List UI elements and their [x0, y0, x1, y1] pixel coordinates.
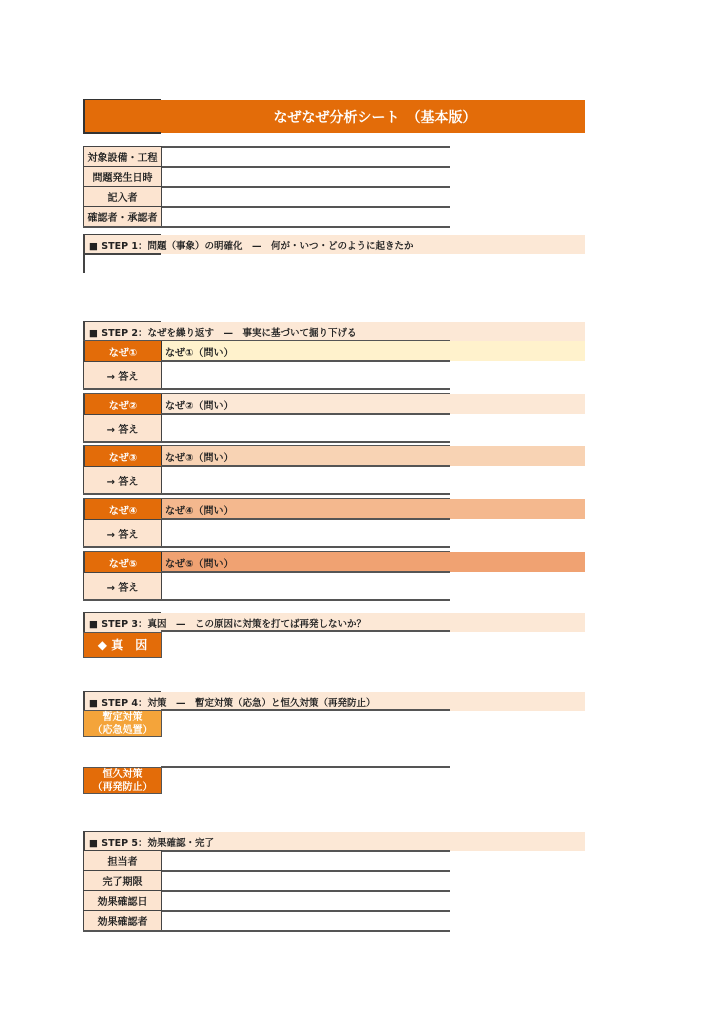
- completion-value-field[interactable]: [162, 872, 450, 890]
- step1-input-area[interactable]: [83, 253, 85, 273]
- why-question-field[interactable]: なぜ①（問い）: [161, 341, 585, 361]
- divider: [83, 388, 450, 390]
- why-question-field[interactable]: なぜ③（問い）: [161, 446, 585, 466]
- answer-field[interactable]: [162, 467, 450, 493]
- step4-header: ■ STEP 4：対策 — 暫定対策（応急）と恒久対策（再発防止）: [83, 692, 585, 711]
- completion-value-field[interactable]: [162, 912, 450, 930]
- divider: [83, 599, 450, 601]
- info-label: 記入者: [83, 186, 162, 207]
- answer-label: → 答え: [83, 519, 162, 547]
- completion-label: 効果確認日: [83, 890, 162, 911]
- why-label: なぜ③: [83, 446, 161, 466]
- answer-label: → 答え: [83, 572, 162, 600]
- answer-field[interactable]: [162, 415, 450, 441]
- divider: [83, 441, 450, 443]
- permanent-measure-label: [83, 767, 162, 794]
- divider: [83, 253, 161, 255]
- divider: [161, 630, 450, 632]
- info-label: 対象設備・工程: [83, 146, 162, 167]
- completion-value-field[interactable]: [162, 852, 450, 870]
- completion-label: 完了期限: [83, 870, 162, 891]
- divider: [161, 766, 450, 768]
- step5-header: ■ STEP 5：効果確認・完了: [83, 832, 585, 851]
- answer-label: → 答え: [83, 414, 162, 442]
- why-label: なぜ⑤: [83, 552, 161, 572]
- temporary-measure-label: [83, 710, 162, 737]
- completion-label: 効果確認者: [83, 910, 162, 931]
- why-label: なぜ②: [83, 394, 161, 414]
- divider: [83, 546, 450, 548]
- why-question-field[interactable]: なぜ⑤（問い）: [161, 552, 585, 572]
- info-value-field[interactable]: [162, 168, 450, 186]
- answer-field[interactable]: [162, 573, 450, 599]
- completion-value-field[interactable]: [162, 892, 450, 910]
- divider: [83, 493, 450, 495]
- info-value-field[interactable]: [162, 208, 450, 226]
- sheet-title: なぜなぜ分析シート （基本版）: [83, 100, 585, 133]
- divider: [161, 709, 450, 711]
- label-line: （応急処置）: [92, 724, 153, 736]
- answer-label: → 答え: [83, 466, 162, 494]
- completion-label: 担当者: [83, 850, 162, 871]
- true-cause-label: ◆ 真 因: [83, 632, 162, 658]
- label-line: 恒久対策: [102, 768, 143, 780]
- why-label: なぜ①: [83, 341, 161, 361]
- step3-header: ■ STEP 3：真因 — この原因に対策を打てば再発しないか？: [83, 613, 585, 632]
- why-question-field[interactable]: なぜ④（問い）: [161, 499, 585, 519]
- why-label: なぜ④: [83, 499, 161, 519]
- why-question-field[interactable]: なぜ②（問い）: [161, 394, 585, 414]
- info-value-field[interactable]: [162, 188, 450, 206]
- step2-header: ■ STEP 2：なぜを繰り返す — 事実に基づいて掘り下げる: [83, 322, 585, 341]
- divider: [83, 132, 161, 134]
- label-line: 暫定対策: [102, 711, 143, 723]
- label-line: （再発防止）: [92, 781, 153, 793]
- info-value-field[interactable]: [162, 148, 450, 166]
- divider: [83, 930, 450, 932]
- answer-field[interactable]: [162, 362, 450, 388]
- divider: [83, 226, 450, 228]
- answer-label: → 答え: [83, 361, 162, 389]
- info-label: 確認者・承認者: [83, 206, 162, 227]
- info-label: 問題発生日時: [83, 166, 162, 187]
- answer-field[interactable]: [162, 520, 450, 546]
- step1-header: ■ STEP 1：問題（事象）の明確化 — 何が・いつ・どのように起きたか: [83, 235, 585, 254]
